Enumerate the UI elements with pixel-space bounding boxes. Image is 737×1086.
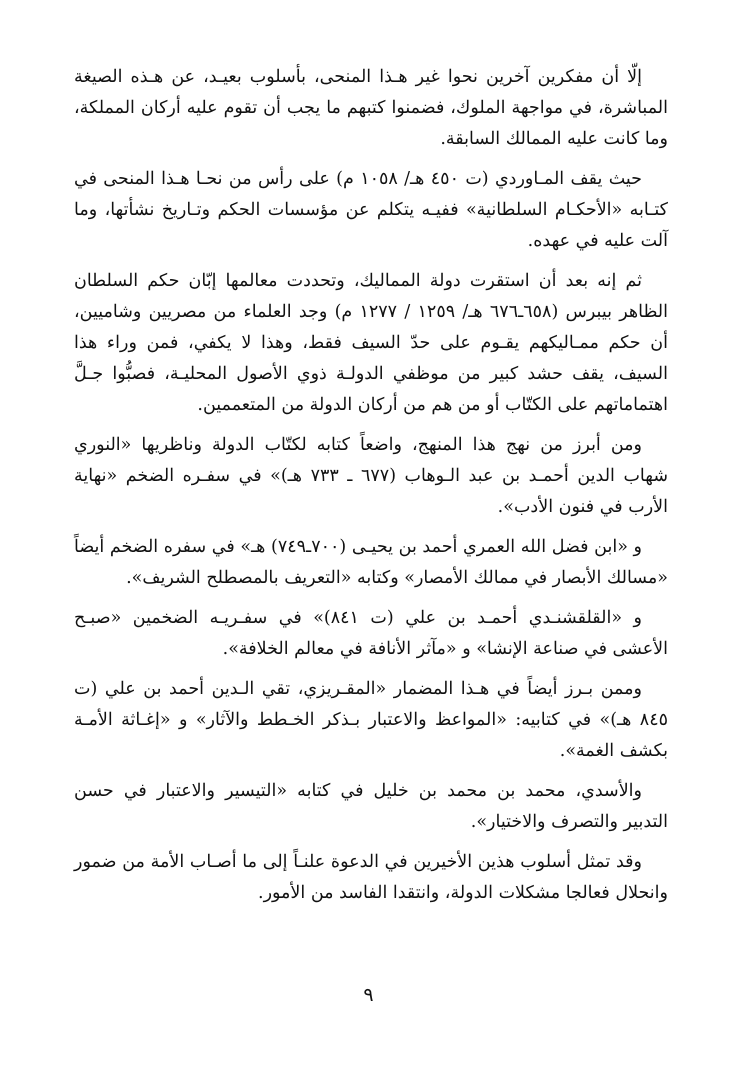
body-text — [74, 62, 668, 918]
page-number: ٩ — [363, 984, 374, 1006]
paragraph-3: ثم إنه بعد أن استقرت دولة المماليك، وتحددت معالمها إبّان حكم السلطان الظاهر بيبرس (٦٥٨ـ٦٧٦ هـ/ ١٢٥٩ / ١٢٧٧ م) وجد العلماء من مصريين وشاميين، أن حكم ممـاليكهم يقـوم على حدّ السيف فقط، وهذا لا يكفي، فمن وراء هذا السيف، يقف حشد كبير من موظفي الدولـة ذوي الأصول المحليـة، فصبُّوا جـلَّ اهتماماتهم على الكتّاب أو من هم من أركان الدولة من المتعممين. — [74, 271, 668, 415]
paragraph-8: والأسدي، محمد بن محمد بن خليل في كتابه «التيسير والاعتبار في حسن التدبير والتصرف والاختيار». — [74, 781, 668, 832]
paragraph-6: و «القلقشنـدي أحمـد بن علي (ت ٨٤١)» في سفـريـه الضخمين «صبـح الأعشى في صناعة الإنشا» و «مآثر الأنافة في معالم الخلافة». — [74, 608, 668, 659]
paragraph-5: و «ابن فضل الله العمري أحمد بن يحيـى (٧٠٠ـ٧٤٩) هـ» في سفره الضخم أيضاً «مسالك الأبصار في ممالك الأمصار» وكتابه «التعريف بالمصطلح الشريف». — [74, 537, 668, 588]
paragraph-4: ومن أبرز من نهج هذا المنهج، واضعاً كتابه لكتّاب الدولة وناظريها «النوري شهاب الدين أحمـد بن عبد الـوهاب (٦٧٧ ـ ٧٣٣ هـ)» في سفـره الضخم «نهاية الأرب في فنون الأدب». — [74, 435, 668, 517]
paragraph-2: حيث يقف المـاوردي (ت ٤٥٠ هـ/ ١٠٥٨ م) على رأس من نحـا هـذا المنحى في كتـابه «الأحكـام السلطانية» ففيـه يتكلم عن مؤسسات الحكم وتـاريخ نشأتها، وما آلت عليه في عهده. — [74, 169, 668, 251]
paragraph-1: إلّا أن مفكرين آخرين نحوا غير هـذا المنحى، بأسلوب بعيـد، عن هـذه الصيغة المباشرة، في مواجهة الملوك، فضمنوا كتبهم ما يجب أن تقوم عليه أركان المملكة، وما كانت عليه الممالك السابقة. — [74, 67, 668, 149]
paragraph-7: وممن بـرز أيضاً في هـذا المضمار «المقـريزي، تقي الـدين أحمد بن علي (ت ٨٤٥ هـ)» في كتابيه: «المواعظ والاعتبار بـذكر الخـطط والآثار» و «إغـاثة الأمـة بكشف الغمة». — [74, 679, 668, 761]
paragraph-9: وقد تمثل أسلوب هذين الأخيرين في الدعوة علنـاً إلى ما أصـاب الأمة من ضمور وانحلال فعالجا مشكلات الدولة، وانتقدا الفاسد من الأمور. — [74, 852, 668, 903]
